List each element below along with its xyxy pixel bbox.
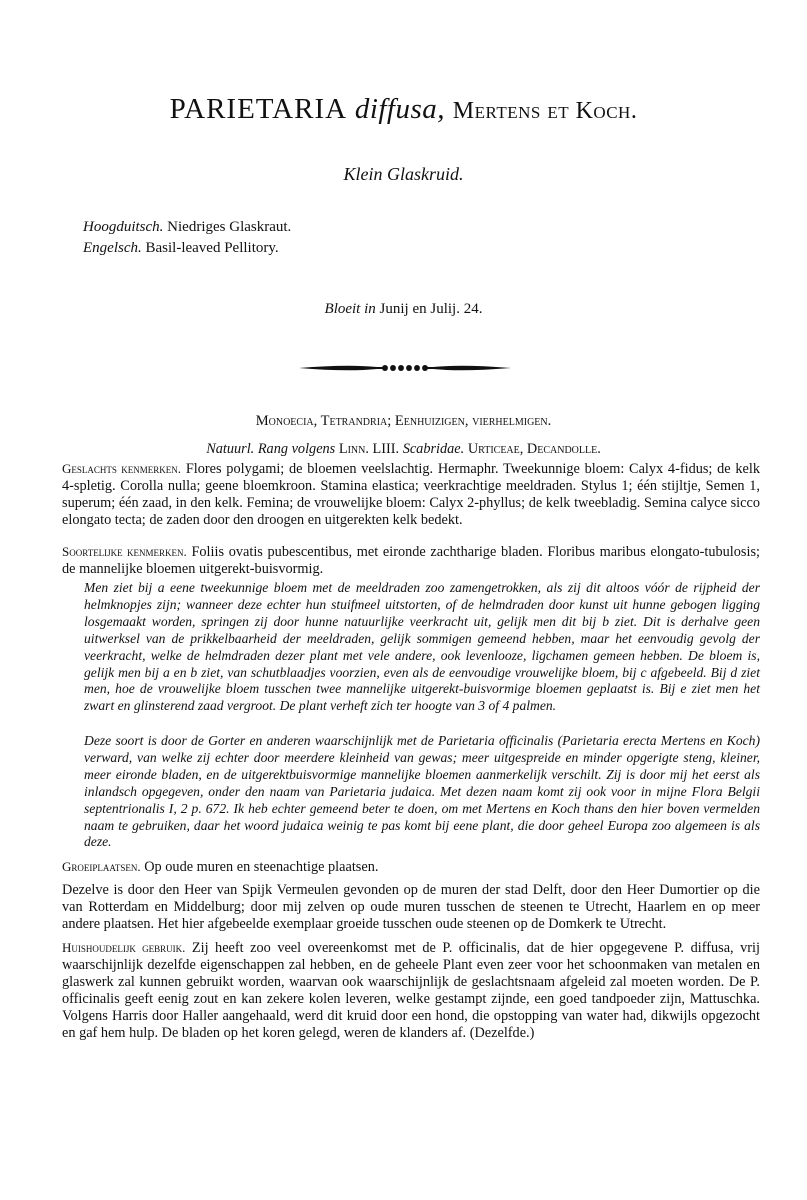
- title-genus: PARIETARIA: [169, 93, 348, 125]
- vernacular-line: [83, 217, 291, 238]
- section-heading: Geslachts kenmerken.: [62, 461, 182, 476]
- vernacular-name: Basil-leaved Pellitory.: [145, 240, 279, 256]
- genus-characters: [62, 461, 760, 529]
- natural-rank-number: LIII.: [372, 441, 400, 457]
- vernacular-names: [83, 217, 291, 259]
- observation-paragraph: Deze soort is door de Gorter en anderen waarschijnlijk met de Parietaria officinalis (Parietaria erecta Mertens en Koch) verward, van welke zij echter door meerdere kleinheid van gewas; meer uitgespreide en minder opgerigte steng, kleiner, meer eironde bladen, en de uitgerektbuisvormige mannelijke bloemen aanmerkelijk verschilt. Zij is door mij het eerst als inlandsch opgegeven, onder den naam van Parietaria judaica. Met dezen naam komt zij ook voor in mijne Flora Belgii septentrionalis I, 2 p. 672. Ik heb echter gemeend beter te doen, om met Mertens en Koch thans den hier boven vermelden naam te gebruiken, daar het woord judaica weinig te pas komt bij eene plant, die door geheel Europa zoo algemeen is als deze.: [84, 733, 760, 850]
- flowering-time: [0, 301, 807, 318]
- observation-paragraph: Men ziet bij a eene tweekunnige bloem met de meeldraden zoo zamengetrokken, als zij dit altoos vóór de rijpheid der helmknopjes zijn; wanneer deze echter hun stuifmeel uitstorten, of de helmdraden door kunst uit hunne gebogen ligging losgemaakt worden, springen zij door hunne natuurlijke veerkracht uit, gelijk men dit bij b ziet. Dit is derhalve geen uitwerksel van de prikkelbaarheid der meeldraden, gelijk sommigen gemeend hebben, maar het eenvoudig gevolg der veerkracht, welke de helmdraden dezer plant met vele andere, ook levenlooze, ligchamen gemeen hebben. De bloem is, gelijk men bij a en b ziet, van schutblaadjes voorzien, even als de eenvoudige vrouwelijke bloem, bij c afgebeeld. Bij d ziet men, hoe de vrouwelijke bloem tusschen twee mannelijke uitgerekt-buisvormige bloemen geplaatst is. Bij e ziet men het zwart en glinsterend zaad vergroot. De plant verheft zich ter hoogte van 3 of 4 palmen.: [84, 580, 760, 714]
- section-text: Zij heeft zoo veel overeenkomst met de P. officinalis, dat de hier opgegevene P. diffusa, vrij waarschijnlijk dezelfde eigenschappen zal hebben, en de geheele Plant even zeer voor het schoonmaken van metalen en glaswerk zal kunnen gebruikt worden, waarvan ook waarschijnlijk de geslachtsnaam afgeleid zal moeten worden. De P. officinalis geeft eenig zout en kan zekere kolen leveren, welke gestampt zijnde, een goed tandpoeder zijn, Mattuschka. Volgens Harris door Haller aangehaald, werd dit kruid door een hond, die opstopping van water had, dikwijls opgezocht en gaf hem hulp. De bladen op het koren gelegd, weren de klanders af. (Dezelfde.): [62, 940, 760, 1041]
- section-text: Op oude muren en steenachtige plaatsen.: [144, 859, 379, 875]
- family-authority: Urticeae, Decandolle.: [467, 441, 601, 457]
- section-heading: Soortelijke kenmerken.: [62, 544, 187, 559]
- common-name: Klein Glaskruid.: [343, 164, 464, 184]
- flowering-months: Junij en Julij. 24.: [379, 301, 483, 317]
- title-authors: Mertens et Koch.: [452, 98, 638, 124]
- vernacular-language: Hoogduitsch.: [83, 219, 164, 235]
- household-use: [62, 940, 760, 1041]
- habitat: [62, 859, 760, 876]
- title-species: diffusa,: [354, 93, 446, 125]
- section-text: Flores polygami; de bloemen veelslachtig. Hermaphr. Tweekunnige bloem: Calyx 4-fidus; de kelk 4-spletig. Corolla nulla; geene bloemkroon. Stamina elastica; veerkrachtige meeldraden. Stylus 1; één stijltje, Semen 1, superum; één zaad, in den kelk. Femina; de vrouwelijke bloem: Calyx 2-phyllus; de kelk tweebladig. Semina calyce sicco elongato tecta; de zaden door den droogen en uitgerekten kelk bedekt.: [62, 461, 760, 528]
- section-text: Foliis ovatis pubescentibus, met eironde zachtharige bladen. Floribus maribus elongato-tubulosis; de mannelijke bloemen uitgerekt-buisvormig.: [62, 544, 760, 577]
- natural-rank: [0, 441, 807, 458]
- family-name: Scabridae.: [402, 441, 465, 457]
- vernacular-name: Niedriges Glaskraut.: [167, 219, 292, 235]
- vernacular-line: [83, 238, 291, 259]
- natural-rank-author: Linn.: [338, 441, 369, 457]
- locality-paragraph: Dezelve is door den Heer van Spijk Vermeulen gevonden op de muren der stad Delft, door den Heer Dumortier op die van Rotterdam en Middelburg; door mij zelven op oude muren tusschen de steenen te Utrecht, Haarlem en op meer andere plaatsen. Het hier afgebeelde exemplaar groeide tusschen oude steenen op de Domkerk te Utrecht.: [62, 882, 760, 932]
- flowering-label: Bloeit in: [324, 301, 376, 317]
- natural-rank-label: Natuurl. Rang volgens: [206, 441, 336, 457]
- ornamental-divider: [297, 361, 513, 375]
- page-title: [0, 93, 807, 126]
- section-heading: Huishoudelijk gebruik.: [62, 940, 186, 955]
- linnaean-classification: Monoecia, Tetrandria; Eenhuizigen, vierhelmigen.: [255, 413, 552, 429]
- section-heading: Groeiplaatsen.: [62, 859, 141, 874]
- vernacular-language: Engelsch.: [83, 240, 142, 256]
- species-characters: [62, 544, 760, 578]
